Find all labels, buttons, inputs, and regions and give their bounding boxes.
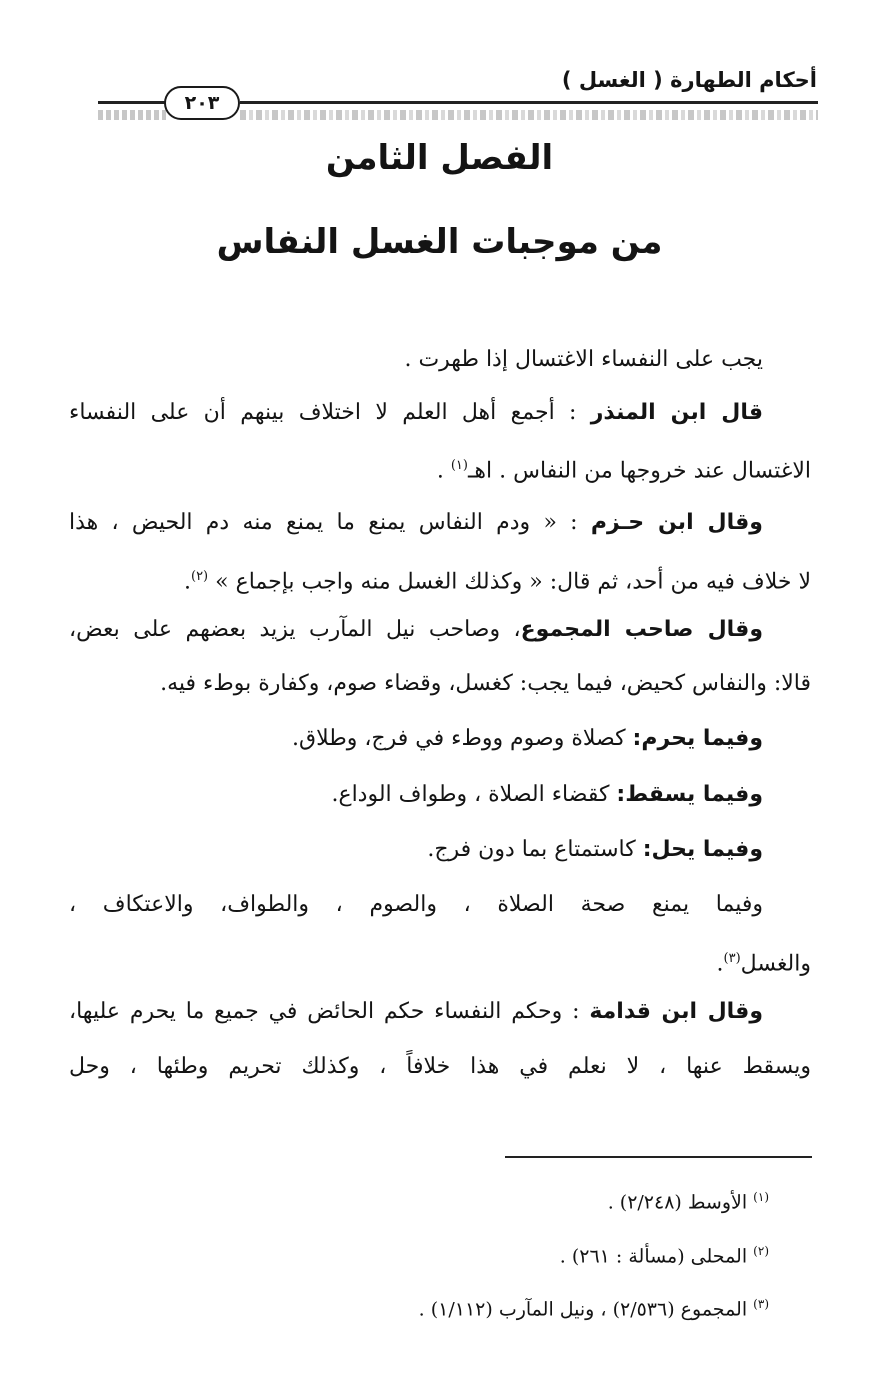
paragraph-line [69, 343, 811, 377]
speaker-label: وقال ابن حـزم [590, 510, 763, 535]
footnote-number: (٢) [753, 1244, 769, 1258]
text: كصلاة وصوم ووطء في فرج، وطلاق. [292, 726, 633, 751]
text: . [436, 458, 451, 484]
speaker-label: وفيما يحرم: [632, 726, 763, 751]
paragraph-line [69, 995, 811, 1029]
paragraph-line [69, 396, 811, 430]
section-title: من موجبات الغسل النفاس [216, 222, 663, 262]
header-rule-left [98, 101, 166, 104]
speaker-label: وقال ابن قدامة [589, 999, 763, 1024]
paragraph-line [69, 449, 811, 488]
text: : وحكم النفساء حكم الحائض في جميع ما يحرم عليها، [69, 999, 590, 1024]
text: وفيما يمنع صحة الصلاة ، والصوم ، والطواف، والاعتكاف ، [69, 892, 763, 917]
text: . [183, 569, 191, 595]
paragraph-line [69, 778, 811, 812]
text: الاغتسال عند خروجها من النفاس . اهـ [467, 458, 811, 484]
text: : « ودم النفاس يمنع ما يمنع منه دم الحيض ، هذا [69, 510, 591, 535]
footnote-number: (٣) [753, 1297, 769, 1311]
speaker-label: وفيما يحل: [642, 837, 763, 862]
paragraph-line [69, 506, 811, 540]
speaker-label: قال ابن المنذر [590, 400, 763, 425]
running-header-title: أحكام الطهارة ( الغسل ) [561, 68, 817, 92]
paragraph-line [69, 888, 811, 922]
paragraph-line [69, 667, 811, 701]
text: يجب على النفساء الاغتسال إذا طهرت . [404, 347, 763, 372]
paragraph-line [69, 722, 811, 756]
speaker-label: وفيما يسقط: [616, 782, 763, 807]
speaker-label: وقال صاحب المجموع [520, 617, 763, 642]
text: قالا: والنفاس كحيض، فيما يجب: كغسل، وقضاء صوم، وكفارة بوطء فيه. [160, 671, 811, 696]
paragraph-line [69, 942, 811, 981]
paragraph-line [69, 613, 811, 647]
footnote [560, 1237, 769, 1270]
footnote-number: (١) [753, 1190, 769, 1204]
footnote-text: المحلى (مسألة : ٢٦١) . [559, 1245, 754, 1268]
text: والغسل [740, 951, 811, 977]
page-number: ٢٠٣ [164, 86, 240, 120]
text: كقضاء الصلاة ، وطواف الوداع. [331, 782, 617, 807]
paragraph-line [69, 560, 811, 599]
text: . [716, 951, 724, 977]
footnote-separator [505, 1156, 812, 1158]
footnote [419, 1290, 769, 1323]
text: : أجمع أهل العلم لا اختلاف بينهم أن على النفساء [69, 400, 591, 425]
chapter-title: الفصل الثامن [325, 138, 554, 178]
paragraph-line [69, 1050, 811, 1084]
paragraph-line [69, 833, 811, 867]
header-rule [240, 101, 818, 104]
text: ، وصاحب نيل المآرب يزيد بعضهم على بعض، [69, 617, 521, 642]
footnote-text: الأوسط (٢/٢٤٨) . [607, 1191, 754, 1214]
header-rule-left-ornament [98, 110, 166, 120]
text: ويسقط عنها ، لا نعلم في هذا خلافاً ، وكذلك تحريم وطئها ، وحل [69, 1054, 811, 1079]
text: كاستمتاع بما دون فرج. [427, 837, 643, 862]
footnote-ref[interactable]: (٣) [723, 951, 741, 966]
footnote-text: المجموع (٢/٥٣٦) ، ونيل المآرب (١/١١٢) . [418, 1298, 754, 1321]
text: لا خلاف فيه من أحد، ثم قال: « وكذلك الغسل منه واجب بإجماع » [208, 569, 811, 595]
footnote [608, 1183, 769, 1216]
footnote-ref[interactable]: (١) [450, 458, 468, 473]
footnote-ref[interactable]: (٢) [190, 569, 209, 584]
header-rule-ornament [240, 110, 818, 120]
